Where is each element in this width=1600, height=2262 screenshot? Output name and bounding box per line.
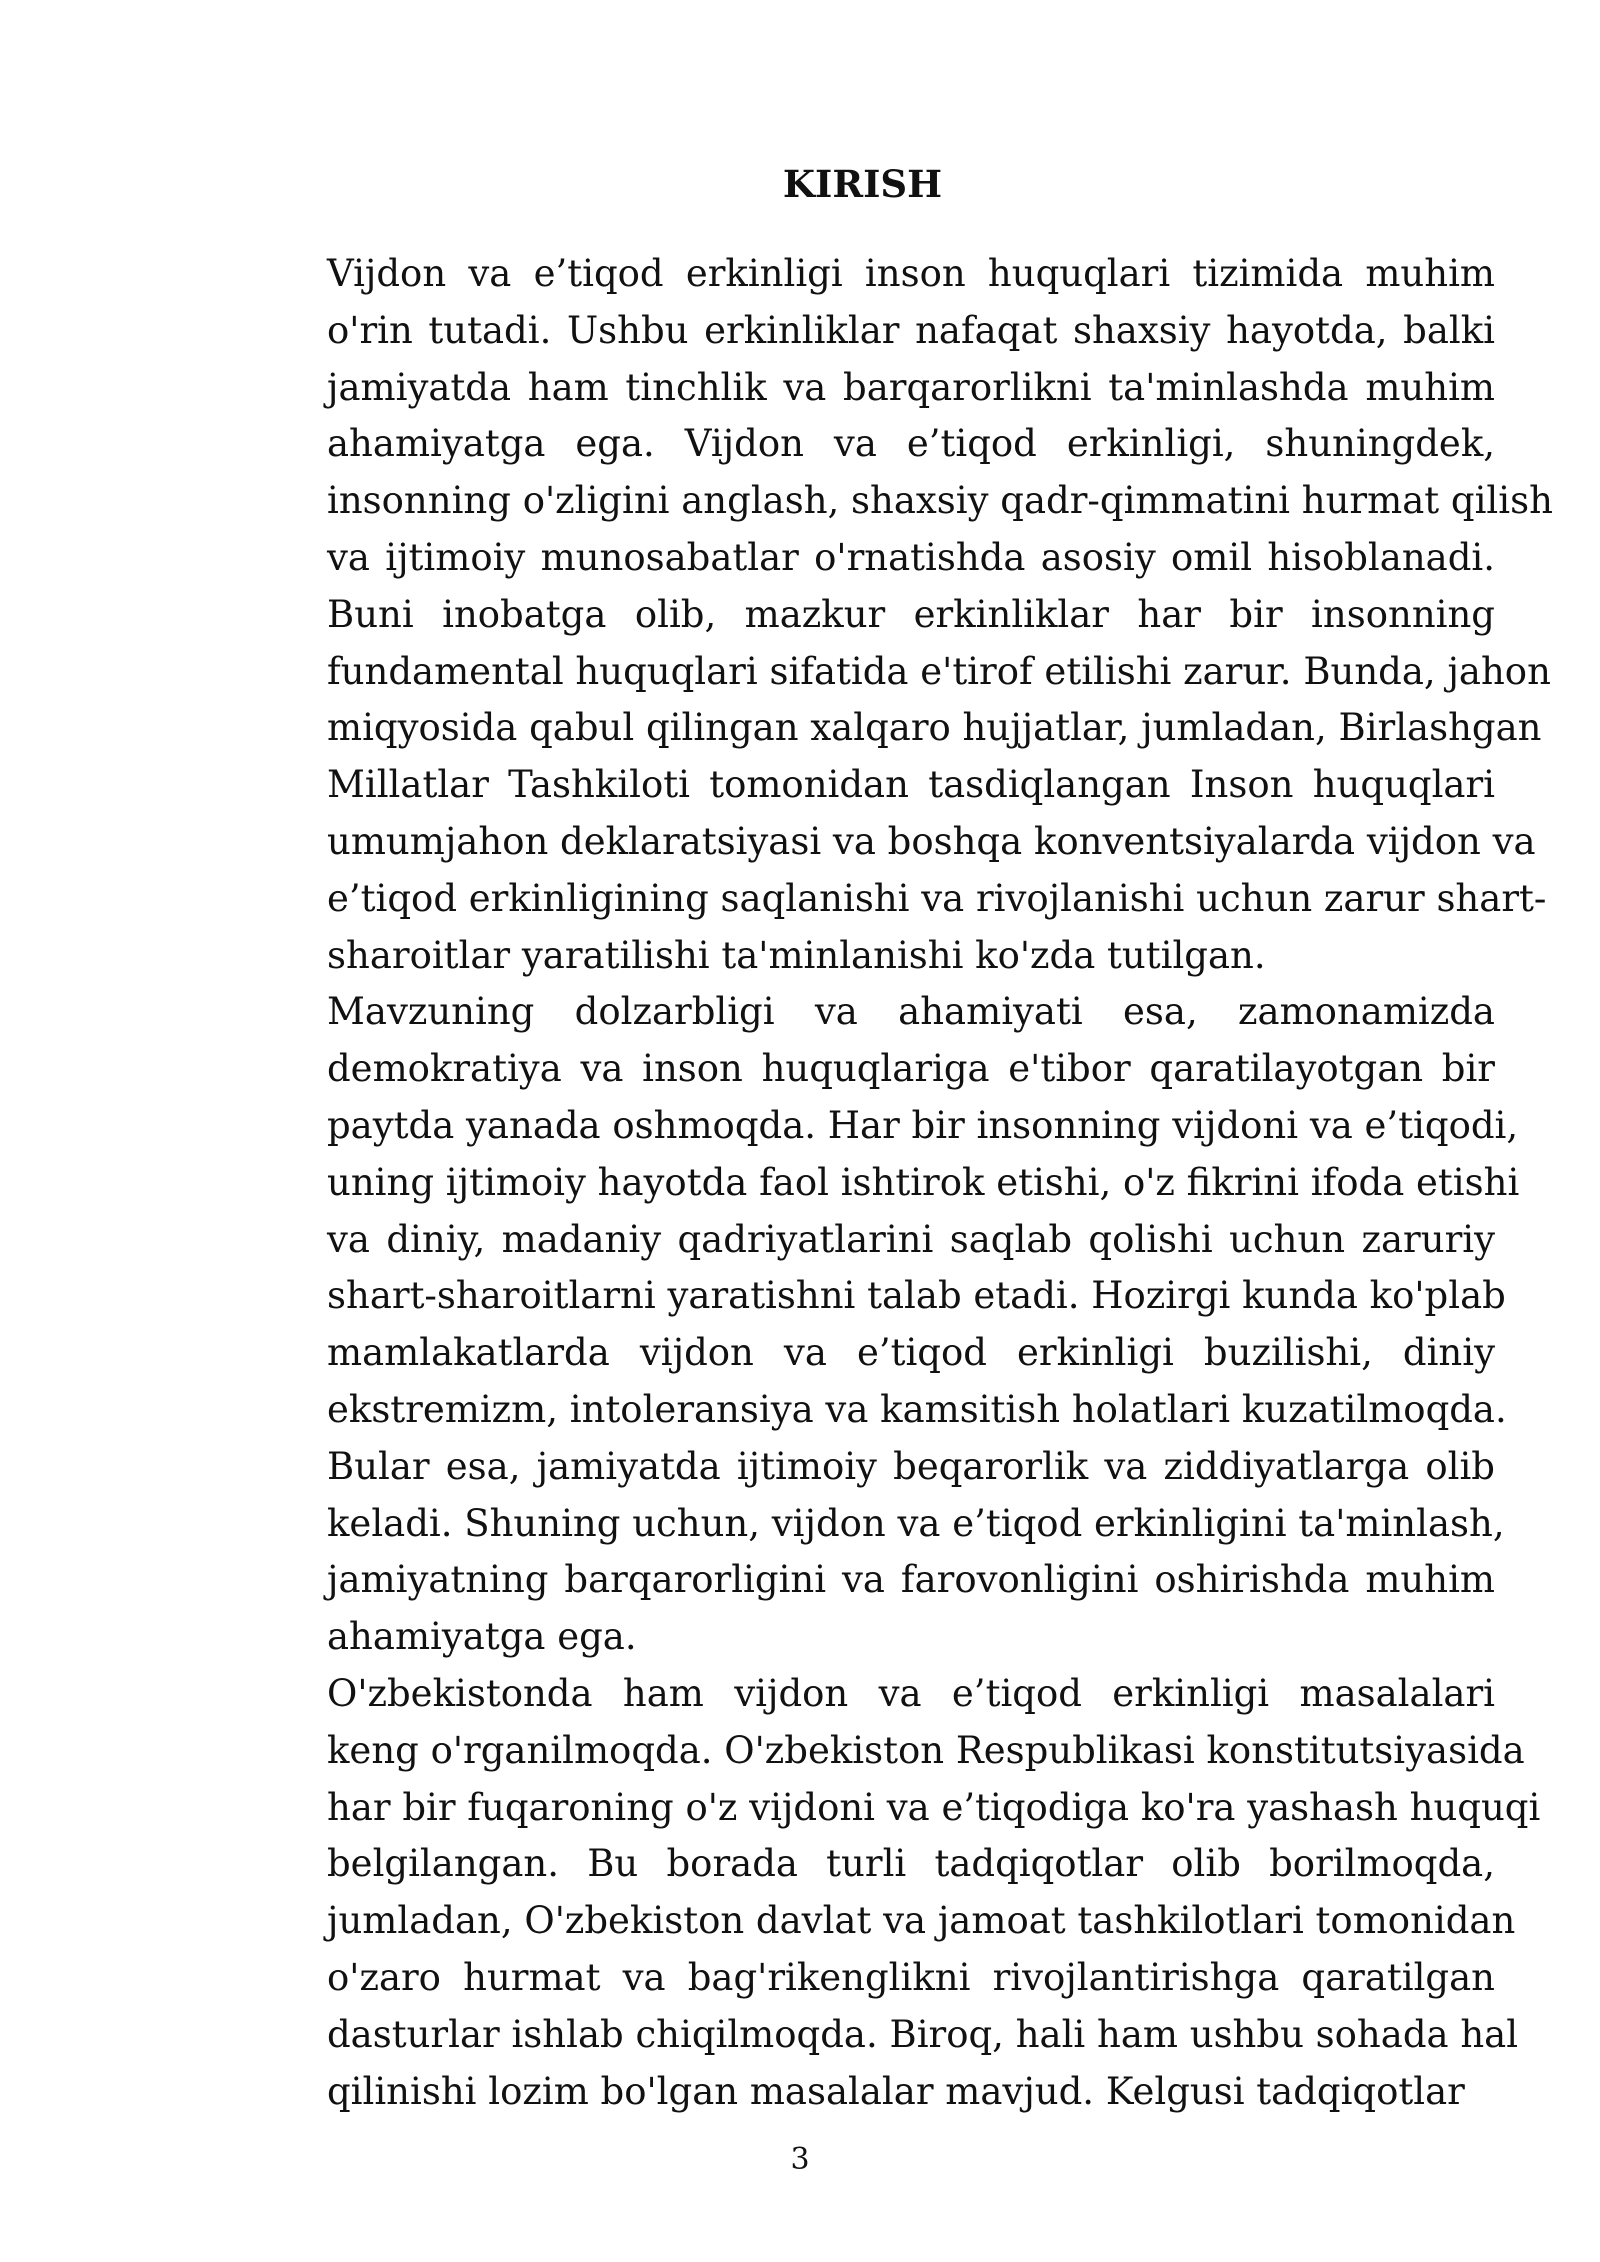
text-line: dasturlar ishlab chiqilmoqda. Biroq, hali ham ushbu sohada hal: [327, 2012, 1519, 2056]
text-line: ahamiyatga ega.: [327, 1615, 637, 1659]
text-line: Mavzuning dolzarbligi va ahamiyati esa, zamonamizda: [327, 990, 1495, 1034]
text-line: miqyosida qabul qilingan xalqaro hujjatlar, jumladan, Birlashgan: [327, 706, 1542, 750]
text-line: uning ijtimoiy hayotda faol ishtirok etishi, o'z fikrini ifoda etishi: [327, 1160, 1520, 1204]
text-line: Buni inobatga olib, mazkur erkinliklar har bir insonning: [327, 592, 1495, 636]
text-line: o'rin tutadi. Ushbu erkinliklar nafaqat shaxsiy hayotda, balki: [327, 308, 1495, 352]
body-paragraph: [230, 984, 1520, 1666]
text-line: ahamiyatga ega. Vijdon va e’tiqod erkinligi, shuningdek,: [327, 422, 1495, 466]
text-line: jumladan, O'zbekiston davlat va jamoat tashkilotlari tomonidan: [327, 1899, 1516, 1943]
page-number: 3: [790, 2142, 810, 2177]
text-line: jamiyatda ham tinchlik va barqarorlikni ta'minlashda muhim: [327, 365, 1495, 409]
body-paragraph: [230, 1666, 1541, 2120]
text-line: belgilangan. Bu borada turli tadqiqotlar olib borilmoqda,: [327, 1842, 1495, 1886]
document-body: [230, 246, 1553, 2120]
text-line: Bular esa, jamiyatda ijtimoiy beqarorlik va ziddiyatlarga olib: [327, 1444, 1495, 1488]
text-line: O'zbekistonda ham vijdon va e’tiqod erkinligi masalalari: [327, 1671, 1495, 1715]
text-line: Vijdon va e’tiqod erkinligi inson huquqlari tizimida muhim: [327, 252, 1495, 295]
text-line: demokratiya va inson huquqlariga e'tibor qaratilayotgan bir: [327, 1047, 1495, 1091]
text-line: shart-sharoitlarni yaratishni talab etadi. Hozirgi kunda ko'plab: [327, 1274, 1506, 1318]
text-line: Millatlar Tashkiloti tomonidan tasdiqlangan Inson huquqlari: [327, 763, 1495, 807]
text-line: va ijtimoiy munosabatlar o'rnatishda asosiy omil hisoblanadi.: [327, 535, 1495, 579]
text-line: mamlakatlarda vijdon va e’tiqod erkinligi buzilishi, diniy: [327, 1331, 1495, 1375]
text-line: insonning o'zligini anglash, shaxsiy qadr-qimmatini hurmat qilish: [327, 479, 1553, 523]
text-line: qilinishi lozim bo'lgan masalalar mavjud. Kelgusi tadqiqotlar: [327, 2069, 1465, 2113]
text-line: keladi. Shuning uchun, vijdon va e’tiqod erkinligini ta'minlash,: [327, 1501, 1505, 1545]
text-line: ekstremizm, intoleransiya va kamsitish holatlari kuzatilmoqda.: [327, 1387, 1507, 1431]
body-paragraph: [230, 246, 1553, 984]
text-line: har bir fuqaroning o'z vijdoni va e’tiqodiga ko'ra yashash huquqi: [327, 1785, 1541, 1829]
text-line: umumjahon deklaratsiyasi va boshqa konventsiyalarda vijdon va: [327, 819, 1536, 863]
text-line: sharoitlar yaratilishi ta'minlanishi ko'zda tutilgan.: [327, 933, 1266, 977]
text-line: o'zaro hurmat va bag'rikenglikni rivojlantirishga qaratilgan: [327, 1955, 1495, 1999]
text-line: jamiyatning barqarorligini va farovonligini oshirishda muhim: [327, 1558, 1495, 1602]
text-line: e’tiqod erkinligining saqlanishi va rivojlanishi uchun zarur shart-: [327, 876, 1547, 920]
text-line: keng o'rganilmoqda. O'zbekiston Respublikasi konstitutsiyasida: [327, 1728, 1525, 1772]
text-line: fundamental huquqlari sifatida e'tirof etilishi zarur. Bunda, jahon: [327, 649, 1551, 693]
text-line: va diniy, madaniy qadriyatlarini saqlab qolishi uchun zaruriy: [327, 1217, 1495, 1261]
text-line: paytda yanada oshmoqda. Har bir insonning vijdoni va e’tiqodi,: [327, 1103, 1519, 1147]
page-title: KIRISH: [782, 162, 943, 206]
